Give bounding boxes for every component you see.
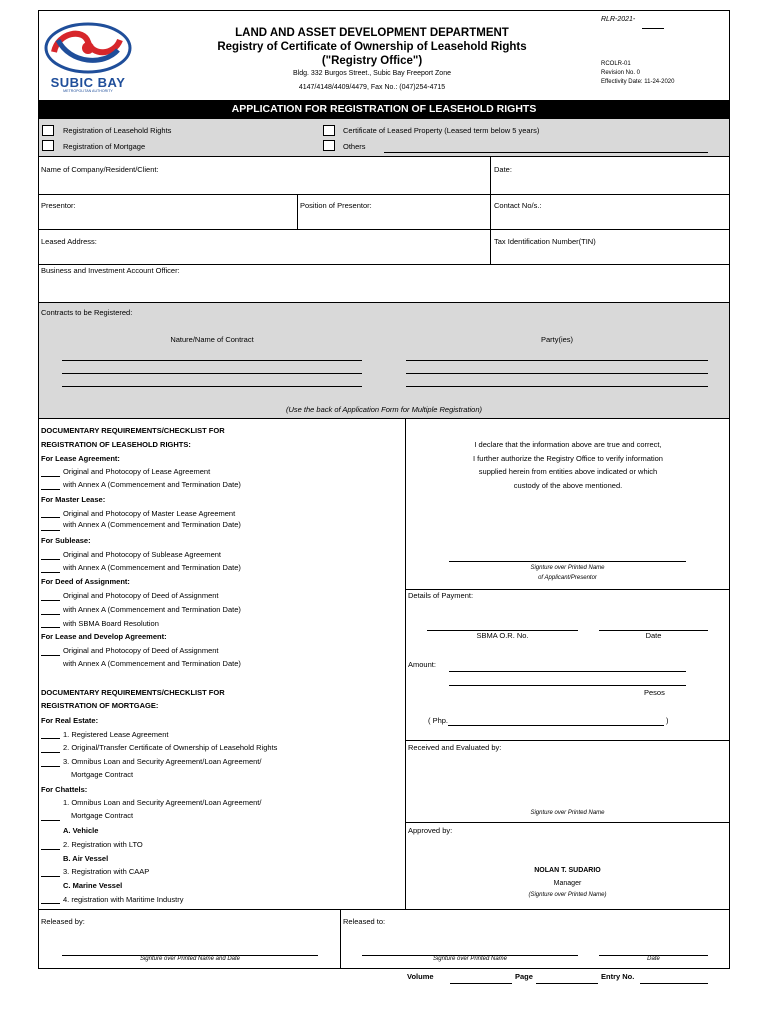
checklist-item: Original and Photocopy of Deed of Assignment	[63, 591, 219, 600]
php-amount-line[interactable]	[448, 725, 664, 726]
amount-line[interactable]	[449, 671, 686, 672]
for-deed-heading: For Deed of Assignment:	[41, 577, 130, 586]
revision-no: Revision No. 0	[601, 70, 641, 76]
tin-field[interactable]: Tax Identification Number(TIN)	[494, 237, 596, 246]
declaration-text: I further authorize the Registry Office to verify information	[473, 454, 663, 463]
released-to-label: Released to:	[343, 917, 386, 926]
checklist-item: 3. Omnibus Loan and Security Agreement/Loan Agreement/	[63, 757, 262, 766]
header-contact: 4147/4148/4409/4479, Fax No.: (047)254-4715	[298, 84, 446, 91]
date-field[interactable]: Date:	[494, 165, 512, 174]
position-field[interactable]: Position of Presentor:	[300, 201, 372, 210]
release-col-divider	[340, 909, 341, 968]
mortgage-checklist-heading: DOCUMENTARY REQUIREMENTS/CHECKLIST FOR	[41, 688, 225, 697]
contracts-label: Contracts to be Registered:	[41, 308, 133, 317]
col-divider	[297, 194, 298, 229]
declaration-text: supplied herein from entities above indicated or which	[478, 467, 658, 476]
effectivity-date: Effectivity Date: 11-24-2020	[601, 79, 675, 85]
form-number: RLR-2021-	[601, 16, 636, 23]
checklist-blank[interactable]	[41, 655, 60, 656]
checklist-blank[interactable]	[41, 766, 60, 767]
section-divider	[405, 589, 729, 590]
form-title-bar: APPLICATION FOR REGISTRATION OF LEASEHOLD RIGHTS	[39, 100, 729, 119]
checklist-item: Mortgage Contract	[71, 770, 134, 779]
checklist-item: 1. Omnibus Loan and Security Agreement/Loan Agreement/	[63, 798, 262, 807]
page-input-line[interactable]	[536, 983, 598, 984]
row-divider	[39, 229, 729, 230]
checklist-blank[interactable]	[41, 614, 60, 615]
section-divider	[39, 909, 729, 910]
nature-input-line[interactable]	[62, 360, 362, 361]
checklist-blank[interactable]	[41, 530, 60, 531]
received-signature-caption: Signture over Printed Name	[530, 810, 605, 816]
checklist-item: 1. Registered Lease Agreement	[63, 730, 169, 739]
declaration-text: I declare that the information above are true and correct,	[474, 440, 662, 449]
logo-wordmark: SUBIC BAY	[50, 75, 126, 90]
signature-caption: of Applicant/Presentor	[538, 575, 597, 581]
others-input-line[interactable]	[384, 152, 708, 153]
lease-checklist-heading: REGISTRATION OF LEASEHOLD RIGHTS:	[41, 440, 191, 449]
officer-field[interactable]: Business and Investment Account Officer:	[41, 266, 180, 275]
logo-subtitle: METROPOLITAN AUTHORITY	[63, 89, 113, 93]
payment-label: Details of Payment:	[408, 591, 474, 600]
php-close: )	[666, 716, 669, 725]
leased-address-field[interactable]: Leased Address:	[41, 237, 97, 246]
others-checkbox[interactable]	[323, 140, 335, 151]
page-label: Page	[515, 972, 533, 981]
release-date-caption: Date	[647, 956, 660, 962]
received-label: Received and Evaluated by:	[408, 743, 502, 752]
for-sublease-heading: For Sublease:	[41, 536, 91, 545]
doc-code: RCOLR-01	[601, 61, 631, 67]
released-by-label: Released by:	[41, 917, 85, 926]
amount-line[interactable]	[449, 685, 686, 686]
entry-no-label: Entry No.	[601, 972, 635, 981]
for-master-heading: For Master Lease:	[41, 495, 106, 504]
checklist-item: Original and Photocopy of Lease Agreement	[63, 467, 211, 476]
checklist-item: Original and Photocopy of Deed of Assignment	[63, 646, 219, 655]
nature-input-line[interactable]	[62, 373, 362, 374]
signature-caption: Signture over Printed Name	[530, 565, 605, 571]
section-divider	[405, 740, 729, 741]
party-input-line[interactable]	[406, 386, 708, 387]
mortgage-option-label: Registration of Mortgage	[63, 142, 146, 151]
or-number-caption: SBMA O.R. No.	[476, 631, 529, 640]
released-to-caption: Signture over Printed Name	[432, 956, 508, 962]
checklist-item: 2. Registration with LTO	[63, 840, 143, 849]
party-column-header: Party(ies)	[540, 335, 574, 344]
volume-label: Volume	[407, 972, 434, 981]
for-lease-heading: For Lease Agreement:	[41, 454, 120, 463]
checklist-blank[interactable]	[41, 876, 60, 877]
leasehold-option-label: Registration of Leasehold Rights	[63, 126, 172, 135]
approved-label: Approved by:	[408, 826, 453, 835]
for-chattels-heading: For Chattels:	[41, 785, 88, 794]
checklist-blank[interactable]	[41, 627, 60, 628]
for-develop-heading: For Lease and Develop Agreement:	[41, 632, 167, 641]
checklist-subheading: A. Vehicle	[63, 826, 99, 835]
checklist-blank[interactable]	[41, 517, 60, 518]
registry-title: Registry of Certificate of Ownership of Leasehold Rights	[217, 41, 527, 53]
payment-date-caption: Date	[645, 631, 662, 640]
checklist-item: with SBMA Board Resolution	[63, 619, 159, 628]
checklist-item: 3. Registration with CAAP	[63, 867, 150, 876]
checklist-blank[interactable]	[41, 849, 60, 850]
checklist-blank[interactable]	[41, 738, 60, 739]
leasehold-checkbox[interactable]	[42, 125, 54, 136]
checklist-item: with Annex A (Commencement and Termination Date)	[63, 480, 241, 489]
nature-column-header: Nature/Name of Contract	[170, 335, 254, 344]
php-open: ( Php.	[428, 716, 449, 725]
row-divider	[39, 264, 729, 265]
department-title: LAND AND ASSET DEVELOPMENT DEPARTMENT	[235, 27, 509, 39]
nature-input-line[interactable]	[62, 386, 362, 387]
checklist-blank[interactable]	[41, 489, 60, 490]
header-address: Bldg. 332 Burgos Street., Subic Bay Freeport Zone	[293, 70, 451, 77]
checklist-blank[interactable]	[41, 600, 60, 601]
party-input-line[interactable]	[406, 360, 708, 361]
checklist-item: Mortgage Contract	[71, 811, 134, 820]
approver-name: NOLAN T. SUDARIO	[534, 867, 601, 874]
checklist-item: with Annex A (Commencement and Termination Date)	[63, 520, 241, 529]
mortgage-checkbox[interactable]	[42, 140, 54, 151]
approver-signature-caption: (Signture over Printed Name)	[528, 892, 607, 898]
col-divider	[490, 157, 491, 264]
checklist-item: with Annex A (Commencement and Termination Date)	[63, 659, 241, 668]
others-option-label: Others	[343, 142, 366, 151]
lease-checklist-heading: DOCUMENTARY REQUIREMENTS/CHECKLIST FOR	[41, 426, 225, 435]
declaration-text: custody of the above mentioned.	[513, 481, 623, 490]
checklist-blank[interactable]	[41, 820, 60, 821]
middle-col-divider	[405, 419, 406, 909]
volume-input-line[interactable]	[450, 983, 512, 984]
amount-label: Amount:	[408, 660, 436, 669]
registry-office: ("Registry Office")	[321, 55, 423, 67]
for-real-estate-heading: For Real Estate:	[41, 716, 99, 725]
presentor-field[interactable]: Presentor:	[41, 201, 76, 210]
party-input-line[interactable]	[406, 373, 708, 374]
contracts-note: (Use the back of Application Form for Multiple Registration)	[285, 405, 483, 414]
pesos-label: Pesos	[644, 688, 665, 697]
checklist-item: with Annex A (Commencement and Termination Date)	[63, 563, 241, 572]
certificate-checkbox[interactable]	[323, 125, 335, 136]
checklist-blank[interactable]	[41, 572, 60, 573]
checklist-blank[interactable]	[41, 752, 60, 753]
checklist-item: 4. registration with Maritime Industry	[63, 895, 184, 904]
checklist-subheading: B. Air Vessel	[63, 854, 109, 863]
checklist-blank[interactable]	[41, 476, 60, 477]
contracts-section	[39, 303, 729, 419]
released-by-caption: Signture over Printed Name and Date	[139, 956, 241, 962]
section-divider	[405, 822, 729, 823]
approver-title: Manager	[553, 880, 582, 887]
checklist-item: Original and Photocopy of Sublease Agreement	[63, 550, 222, 559]
checklist-subheading: C. Marine Vessel	[63, 881, 123, 890]
checklist-item: 2. Original/Transfer Certificate of Ownership of Leasehold Rights	[63, 743, 278, 752]
checklist-blank[interactable]	[41, 559, 60, 560]
checklist-blank[interactable]	[41, 903, 60, 904]
certificate-option-label: Certificate of Leased Property (Leased term below 5 years)	[343, 126, 540, 135]
mortgage-checklist-heading: REGISTRATION OF MORTGAGE:	[41, 701, 159, 710]
row-divider	[39, 194, 729, 195]
entry-no-input-line[interactable]	[640, 983, 708, 984]
applicant-signature-line[interactable]	[449, 561, 686, 562]
company-field[interactable]: Name of Company/Resident/Client:	[41, 165, 159, 174]
checklist-item: Original and Photocopy of Master Lease Agreement	[63, 509, 236, 518]
contact-field[interactable]: Contact No/s.:	[494, 201, 542, 210]
checklist-item: with Annex A (Commencement and Termination Date)	[63, 605, 241, 614]
